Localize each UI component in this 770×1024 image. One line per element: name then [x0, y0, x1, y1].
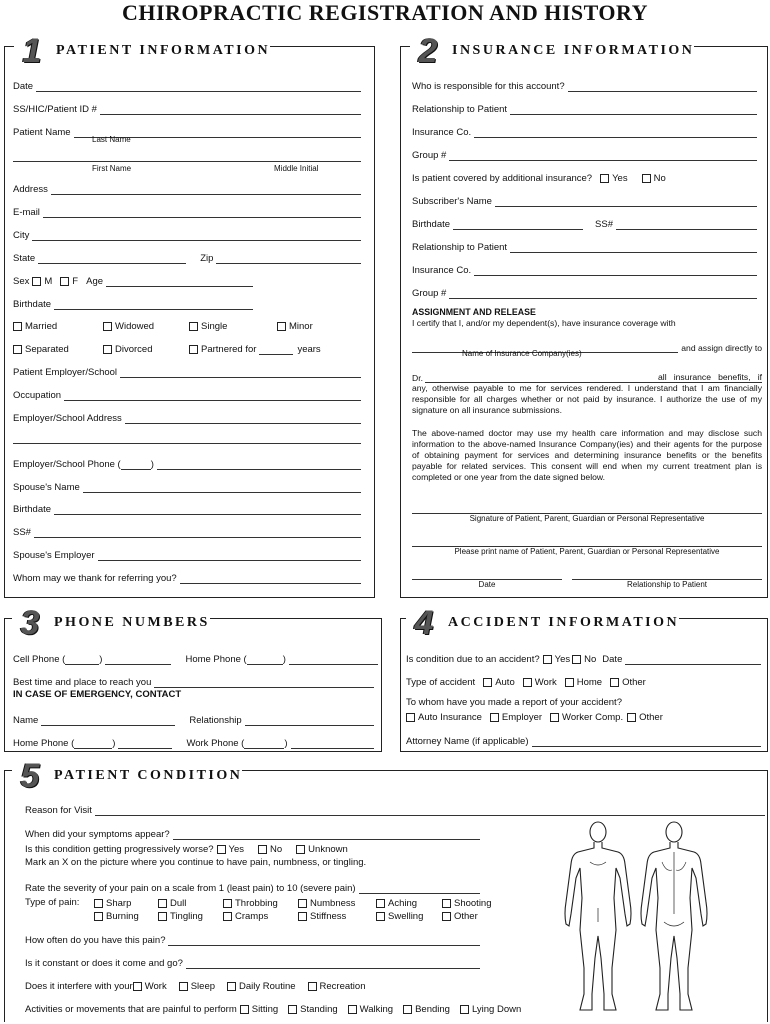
interfere-sleep-checkbox[interactable]: [179, 982, 188, 991]
patient-name-row: Patient Name: [13, 124, 361, 138]
accident-no-checkbox[interactable]: [572, 655, 581, 664]
pain-option-label: Stiffness: [310, 911, 347, 922]
section-title: INSURANCE INFORMATION: [452, 43, 695, 58]
referral-row: Whom may we thank for referring you?: [13, 570, 361, 584]
sex-f-checkbox[interactable]: [60, 277, 69, 286]
partnered-checkbox[interactable]: [189, 345, 198, 354]
pain-option-label: Dull: [170, 898, 187, 909]
spouse-name-row: Spouse's Name: [13, 479, 361, 493]
home-area-field[interactable]: [247, 654, 283, 665]
subscriber-ss-field[interactable]: [616, 219, 757, 230]
assignment-heading: ASSIGNMENT AND RELEASE: [412, 307, 536, 317]
shooting-pain-checkbox[interactable]: [442, 899, 451, 908]
employer-address-field[interactable]: [125, 413, 361, 424]
best-time-field[interactable]: [154, 677, 374, 688]
interfere-recreation-checkbox[interactable]: [308, 982, 317, 991]
how-often-field[interactable]: [168, 935, 480, 946]
pain-option: [376, 898, 442, 909]
accident-type-row: Type of accident Auto Work Home Other: [406, 677, 646, 688]
relationship-signed-field[interactable]: [572, 569, 762, 580]
pain-type-row: [94, 897, 514, 910]
date-signed-field[interactable]: [412, 569, 562, 580]
married-checkbox[interactable]: [13, 322, 22, 331]
reason-row: Reason for Visit: [25, 802, 765, 816]
emergency-name-row: Name Relationship: [13, 712, 374, 726]
employer-address-row: Employer/School Address: [13, 410, 361, 424]
pain-option: [94, 911, 158, 922]
worse-row: Is this condition getting progressively worse? Yes No Unknown: [25, 844, 348, 855]
pain-option: [298, 898, 376, 909]
employer-phone-row: Employer/School Phone ( ): [13, 456, 361, 470]
birthdate-field[interactable]: [54, 299, 253, 310]
throbbing-pain-checkbox[interactable]: [223, 899, 232, 908]
pain-option: [442, 898, 502, 909]
bending-checkbox[interactable]: [403, 1005, 412, 1014]
when-field[interactable]: [173, 829, 480, 840]
signature-field[interactable]: [412, 503, 762, 514]
aching-pain-checkbox[interactable]: [376, 899, 385, 908]
responsible-field[interactable]: [568, 81, 757, 92]
partnered-years-field[interactable]: [259, 344, 293, 355]
spouse-employer-row: Spouse's Employer: [13, 547, 361, 561]
mark-instructions: Mark an X on the picture where you continue to have pain, numbness, or tingling.: [25, 857, 367, 868]
insurance-co-row: Insurance Co.: [412, 124, 757, 138]
interfere-routine-checkbox[interactable]: [227, 982, 236, 991]
other-checkbox[interactable]: [610, 678, 619, 687]
group-field[interactable]: [449, 150, 757, 161]
auto-insurance-checkbox[interactable]: [406, 713, 415, 722]
signature-caption: Signature of Patient, Parent, Guardian or Personal Representative: [469, 514, 705, 523]
address-row: Address: [13, 181, 361, 195]
email-row: E-mail: [13, 204, 361, 218]
standing-checkbox[interactable]: [288, 1005, 297, 1014]
insurance-co-field[interactable]: [474, 127, 757, 138]
referral-field[interactable]: [180, 573, 361, 584]
accident-yes-checkbox[interactable]: [543, 655, 552, 664]
report-options-row: Auto Insurance Employer Worker Comp. Other: [406, 709, 761, 723]
minor-checkbox[interactable]: [277, 322, 286, 331]
other-pain-checkbox[interactable]: [442, 912, 451, 921]
doctor-consent-text: The above-named doctor may use my health care information and may disclose such information to the above-named Insurance Company(ies) and their agents for the purpose of obtaining payment for services and determining insurance benefits or the benefits payable for related services. This consent will end when my current treatment plan is completed or one year from the date signed below.: [412, 428, 762, 482]
section-title: PATIENT CONDITION: [54, 768, 243, 783]
stiffness-pain-checkbox[interactable]: [298, 912, 307, 921]
address-field[interactable]: [51, 184, 361, 195]
section-number-2: 2: [418, 32, 438, 70]
pain-option: [94, 898, 158, 909]
single-checkbox[interactable]: [189, 322, 198, 331]
body-front-diagram[interactable]: [560, 818, 636, 1018]
relationship-field[interactable]: [510, 104, 757, 115]
first-name-field[interactable]: [13, 151, 361, 162]
relationship-row: Relationship to Patient: [412, 101, 757, 115]
responsible-row: Who is responsible for this account?: [412, 78, 757, 92]
phone-numbers-header: [12, 604, 210, 642]
spouse-ss-field[interactable]: [34, 527, 361, 538]
pain-option-label: Other: [454, 911, 478, 922]
section-number-4: 4: [414, 604, 434, 642]
constant-field[interactable]: [186, 958, 480, 969]
accident-information-header: [406, 604, 680, 642]
relationship-caption: Relationship to Patient: [626, 580, 708, 589]
pain-option-label: Numbness: [310, 898, 356, 909]
pain-option: [158, 898, 223, 909]
widowed-checkbox[interactable]: [103, 322, 112, 331]
city-row: City: [13, 227, 361, 241]
accident-date-field[interactable]: [625, 654, 761, 665]
spouse-birthdate-row: Birthdate: [13, 501, 361, 515]
pain-type-label: Type of pain:: [25, 897, 80, 908]
attorney-field[interactable]: [532, 736, 762, 747]
section-number-5: 5: [20, 757, 40, 795]
employer-field[interactable]: [120, 367, 361, 378]
emergency-relationship-field[interactable]: [245, 715, 374, 726]
cell-home-row: Cell Phone ( ) Home Phone ( ): [13, 651, 378, 665]
sex-m-checkbox[interactable]: [32, 277, 41, 286]
home-phone-field[interactable]: [289, 654, 378, 665]
employer-checkbox[interactable]: [490, 713, 499, 722]
pain-option: [376, 911, 442, 922]
worse-no-checkbox[interactable]: [258, 845, 267, 854]
pain-option: [223, 911, 298, 922]
additional-insurance-row: Is patient covered by additional insurance? Yes No: [412, 173, 666, 184]
worse-unknown-checkbox[interactable]: [296, 845, 305, 854]
employer-phone-area[interactable]: [121, 459, 151, 470]
pain-option: [442, 911, 502, 922]
last-name-caption: Last Name: [92, 135, 131, 144]
emergency-heading: IN CASE OF EMERGENCY, CONTACT: [13, 689, 182, 700]
occupation-row: Occupation: [13, 387, 361, 401]
group2-row: Group #: [412, 285, 757, 299]
subscriber-row: Subscriber's Name: [412, 193, 757, 207]
pain-option: [223, 898, 298, 909]
sex-age-row: Sex M F Age: [13, 273, 253, 287]
printed-name-field[interactable]: [412, 536, 762, 547]
marital-row-1: Married Widowed Single Minor: [13, 318, 353, 332]
worse-yes-checkbox[interactable]: [217, 845, 226, 854]
pain-option-label: Sharp: [106, 898, 132, 909]
city-field[interactable]: [32, 230, 361, 241]
accident-due-row: Is condition due to an accident? Yes No Date: [406, 651, 761, 665]
age-field[interactable]: [106, 276, 253, 287]
emergency-name-field[interactable]: [41, 715, 175, 726]
printed-name-caption: Please print name of Patient, Parent, Guardian or Personal Representative: [454, 547, 720, 556]
body-back-diagram[interactable]: [636, 818, 712, 1018]
section-number-3: 3: [20, 604, 40, 642]
divorced-checkbox[interactable]: [103, 345, 112, 354]
zip-field[interactable]: [216, 253, 361, 264]
pain-option: [298, 911, 376, 922]
section-title: PHONE NUMBERS: [54, 615, 210, 630]
section-number-1: 1: [22, 32, 42, 70]
emergency-home-area-field[interactable]: [74, 738, 112, 749]
group-row: Group #: [412, 147, 757, 161]
dull-pain-checkbox[interactable]: [158, 899, 167, 908]
cell-area-field[interactable]: [65, 654, 99, 665]
numbness-pain-checkbox[interactable]: [298, 899, 307, 908]
reason-field[interactable]: [95, 805, 765, 816]
subscriber-birth-ss-row: Birthdate SS#: [412, 216, 757, 230]
date-caption: Date: [478, 580, 496, 589]
certify-text: I certify that I, and/or my dependent(s), have insurance coverage with: [412, 318, 676, 328]
burning-pain-checkbox[interactable]: [94, 912, 103, 921]
form-title: CHIROPRACTIC REGISTRATION AND HISTORY: [121, 0, 649, 25]
best-time-row: Best time and place to reach you: [13, 674, 374, 688]
tingling-pain-checkbox[interactable]: [158, 912, 167, 921]
home-checkbox[interactable]: [565, 678, 574, 687]
attorney-row: Attorney Name (if applicable): [406, 733, 761, 747]
when-row: When did your symptoms appear?: [25, 826, 480, 840]
middle-initial-caption: Middle Initial: [274, 164, 319, 173]
group2-field[interactable]: [449, 288, 757, 299]
subscriber-birthdate-field[interactable]: [453, 219, 583, 230]
date-field[interactable]: [36, 81, 361, 92]
spouse-employer-field[interactable]: [98, 550, 361, 561]
state-field[interactable]: [38, 253, 186, 264]
section-title: PATIENT INFORMATION: [56, 43, 271, 58]
date-row: Date: [13, 78, 361, 92]
emergency-work-phone-field[interactable]: [291, 738, 374, 749]
first-name-caption: First Name: [92, 164, 132, 173]
employer-phone-field[interactable]: [157, 459, 361, 470]
pain-option-label: Swelling: [388, 911, 424, 922]
how-often-row: How often do you have this pain?: [25, 932, 480, 946]
benefits-text: all insurance benefits, if any, otherwise payable to me for services rendered. I understand that I am financially responsible for all charges whether or not paid by insurance. I authorize the use of my signature on all insurance submissions.: [412, 372, 762, 415]
emergency-home-phone-field[interactable]: [118, 738, 172, 749]
doctor-row: Dr.: [412, 369, 762, 383]
employer-row: Patient Employer/School: [13, 364, 361, 378]
additional-no-checkbox[interactable]: [642, 174, 651, 183]
state-zip-row: State Zip: [13, 250, 361, 264]
pain-option-label: Aching: [388, 898, 418, 909]
pain-option-label: Shooting: [454, 898, 492, 909]
constant-row: Is it constant or does it come and go?: [25, 955, 480, 969]
emergency-phone-row: Home Phone ( ) Work Phone ( ): [13, 735, 374, 749]
relationship2-row: Relationship to Patient: [412, 239, 757, 253]
ssid-row: SS/HIC/Patient ID #: [13, 101, 361, 115]
severity-field[interactable]: [359, 883, 480, 894]
swelling-pain-checkbox[interactable]: [376, 912, 385, 921]
patient-condition-header: [12, 757, 243, 795]
insurance-co2-field[interactable]: [474, 265, 757, 276]
worker-comp-checkbox[interactable]: [550, 713, 559, 722]
patient-information-header: [14, 32, 271, 70]
severity-row: Rate the severity of your pain on a scale from 1 (least pain) to 10 (severe pain): [25, 880, 480, 894]
occupation-field[interactable]: [64, 390, 361, 401]
spouse-ss-row: SS#: [13, 524, 361, 538]
walking-checkbox[interactable]: [348, 1005, 357, 1014]
pain-option: [158, 911, 223, 922]
company-assign-row: and assign directly to: [412, 339, 762, 353]
spouse-birthdate-field[interactable]: [54, 504, 361, 515]
separated-checkbox[interactable]: [13, 345, 22, 354]
sitting-checkbox[interactable]: [240, 1005, 249, 1014]
pain-type-grid: [94, 897, 514, 923]
company-caption: Name of Insurance Company(ies): [462, 349, 582, 358]
emergency-work-area-field[interactable]: [244, 738, 284, 749]
pain-option-label: Throbbing: [235, 898, 278, 909]
email-field[interactable]: [43, 207, 361, 218]
interfere-work-checkbox[interactable]: [133, 982, 142, 991]
relationship2-field[interactable]: [510, 242, 757, 253]
spouse-name-field[interactable]: [83, 482, 361, 493]
employer-address-field-2[interactable]: [13, 433, 361, 444]
interfere-row: Does it interfere with your Work Sleep Daily Routine Recreation: [25, 981, 366, 992]
sharp-pain-checkbox[interactable]: [94, 899, 103, 908]
additional-yes-checkbox[interactable]: [600, 174, 609, 183]
activities-row: Activities or movements that are painful to perform Sitting Standing Walking Bending Lying Down: [25, 1004, 522, 1015]
pain-option-label: Cramps: [235, 911, 269, 922]
birthdate-row: Birthdate: [13, 296, 253, 310]
cramps-pain-checkbox[interactable]: [223, 912, 232, 921]
report-other-checkbox[interactable]: [627, 713, 636, 722]
subscriber-field[interactable]: [495, 196, 757, 207]
lying-down-checkbox[interactable]: [460, 1005, 469, 1014]
pain-type-row: [94, 910, 514, 923]
patient-id-field[interactable]: [100, 104, 361, 115]
insurance-information-header: [410, 32, 695, 70]
cell-phone-field[interactable]: [105, 654, 171, 665]
pain-option-label: Tingling: [170, 911, 203, 922]
report-question: To whom have you made a report of your accident?: [406, 697, 622, 708]
work-checkbox[interactable]: [523, 678, 532, 687]
section-title: ACCIDENT INFORMATION: [448, 615, 680, 630]
insurance-co2-row: Insurance Co.: [412, 262, 757, 276]
pain-option-label: Burning: [106, 911, 139, 922]
auto-checkbox[interactable]: [483, 678, 492, 687]
marital-row-2: Separated Divorced Partnered for years: [13, 341, 363, 355]
